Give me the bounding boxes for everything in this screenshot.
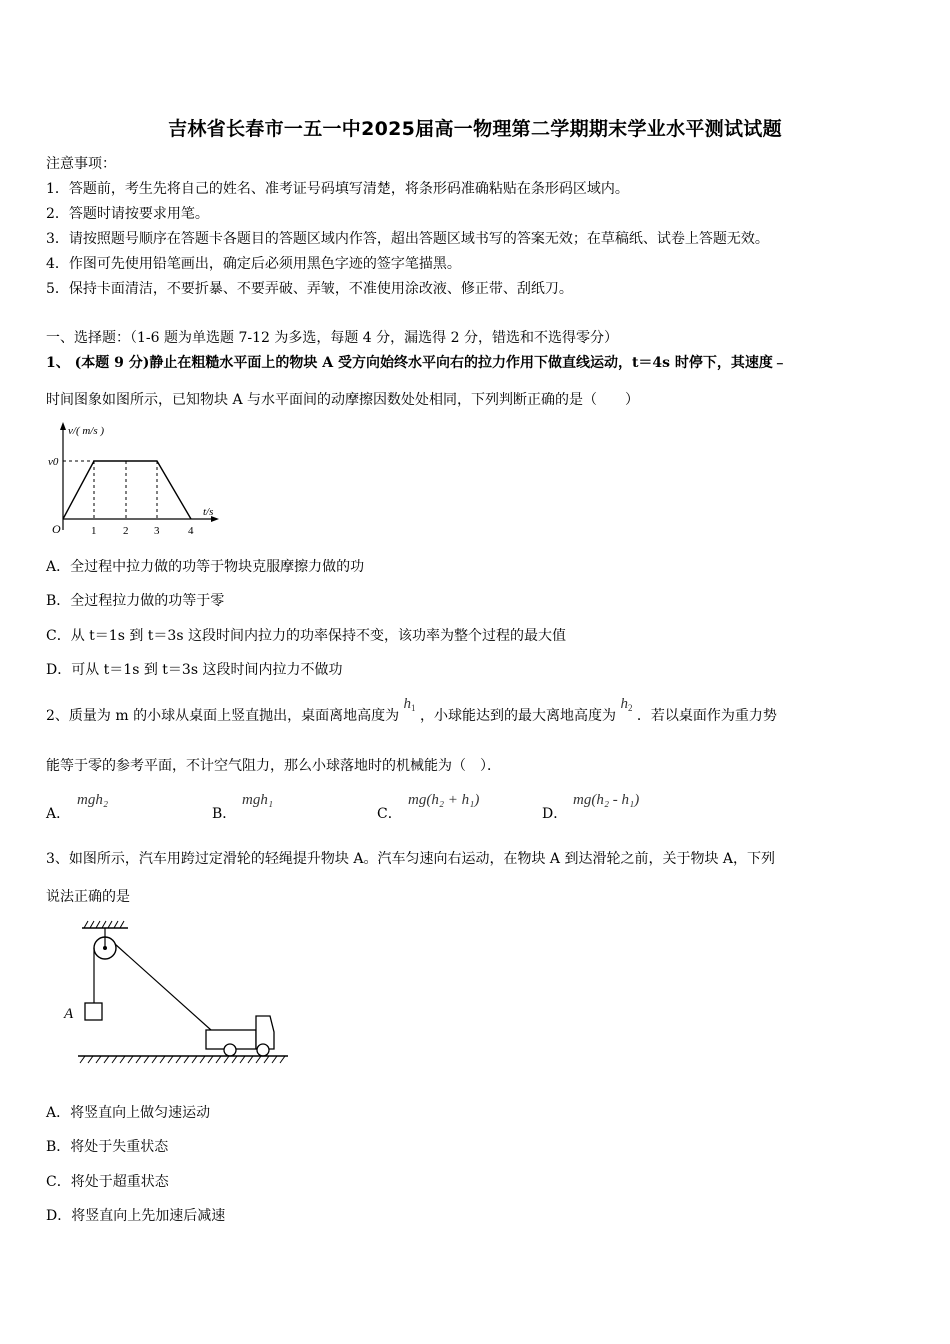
q2-stem-line1 <box>46 696 777 729</box>
block-a-label: A <box>64 1006 74 1022</box>
q1-option-b: B．全过程拉力做的功等于零 <box>46 593 225 609</box>
ground-hatch <box>80 1056 285 1063</box>
q2-h1 <box>404 696 416 712</box>
q2-text-part2: ，小球能达到的最大离地高度为 <box>420 708 616 724</box>
notice-item: 4．作图可先使用铅笔画出，确定后必须用黑色字迹的签字笔描黑。 <box>46 256 461 272</box>
q2-option-d: mg(h₂ - h₁) <box>573 792 640 808</box>
q3-option-b: B．将处于失重状态 <box>46 1139 169 1155</box>
ceiling-hatch <box>84 921 124 928</box>
q2-option-a-letter: A． <box>46 806 71 822</box>
q1-stem-line1: 1、 (本题 9 分)静止在粗糙水平面上的物块 A 受方向始终水平向右的拉力作用下做直线运动，t＝4s 时停下，其速度﹣ <box>46 355 787 371</box>
q3-stem-line1: 3、如图所示，汽车用跨过定滑轮的轻绳提升物块 A。汽车匀速向右运动，在物块 A 到达滑轮之前，关于物块 A，下列 <box>46 851 776 867</box>
h2-symbol: h <box>620 696 628 712</box>
h1-subscript: 1 <box>411 703 416 713</box>
q3-option-a: A．将竖直向上做匀速运动 <box>46 1105 211 1121</box>
notice-item: 1．答题前，考生先将自己的姓名、准考证号码填写清楚，将条形码准确粘贴在条形码区域内。 <box>46 181 629 197</box>
truck-wheel <box>257 1044 269 1056</box>
q2-text-part3: ．若以桌面作为重力势 <box>636 708 777 724</box>
h2-subscript: 2 <box>627 703 633 713</box>
q2-option-d-letter: D． <box>542 806 568 822</box>
q2-option-c: mg(h₂ + h₁) <box>408 792 480 808</box>
velocity-curve <box>63 461 191 519</box>
y-axis-arrow <box>60 422 66 430</box>
section-heading: 一、选择题：（1-6 题为单选题 7-12 为多选，每题 4 分，漏选得 2 分，错选和不选得零分） <box>46 330 618 346</box>
q2-option-b-letter: B． <box>212 806 237 822</box>
h1-symbol: h <box>403 696 412 712</box>
q3-stem-line2: 说法正确的是 <box>46 889 130 905</box>
q3-option-d: D．将竖直向上先加速后减速 <box>46 1208 226 1224</box>
q2-option-b: mgh₁ <box>242 792 274 808</box>
notice-heading: 注意事项： <box>46 156 116 172</box>
notice-item: 3．请按照题号顺序在答题卡各题目的答题区域内作答，超出答题区域书写的答案无效；在草稿纸、试卷上答题无效。 <box>46 231 769 247</box>
q1-option-a: A．全过程中拉力做的功等于物块克服摩擦力做的功 <box>46 559 365 575</box>
q3-option-c: C．将处于超重状态 <box>46 1174 169 1190</box>
q1-stem-line2: 时间图象如图所示，已知物块 A 与水平面间的动摩擦因数处处相同，下列判断正确的是（ ） <box>46 392 640 408</box>
notice-item: 5．保持卡面清洁，不要折暴、不要弄破、弄皱，不准使用涂改液、修正带、刮纸刀。 <box>46 281 573 297</box>
q2-option-a: mgh₂ <box>77 792 109 808</box>
q1-vt-graph <box>46 418 231 543</box>
q3-pulley-figure <box>58 918 298 1068</box>
q2-h2 <box>620 696 632 712</box>
v0-label: v0 <box>48 456 59 468</box>
tick-label: 1 <box>91 525 97 537</box>
rope-slanted <box>115 944 211 1030</box>
q1-option-c: C．从 t＝1s 到 t＝3s 这段时间内拉力的功率保持不变，该功率为整个过程的最大值 <box>46 628 566 644</box>
origin-label: O <box>52 522 61 536</box>
notice-item: 2．答题时请按要求用笔。 <box>46 206 209 222</box>
tick-label: 2 <box>123 525 129 537</box>
tick-label: 3 <box>154 525 160 537</box>
pulley-axle <box>103 946 107 950</box>
q2-option-c-letter: C． <box>377 806 402 822</box>
q2-text-part1: 2、质量为 m 的小球从桌面上竖直抛出，桌面离地高度为 <box>46 708 400 724</box>
truck-wheel <box>224 1044 236 1056</box>
q1-option-d: D．可从 t＝1s 到 t＝3s 这段时间内拉力不做功 <box>46 662 343 678</box>
tick-label: 4 <box>188 525 194 537</box>
page-title: 吉林省长春市一五一中2025届高一物理第二学期期末学业水平测试试题 <box>168 118 782 140</box>
y-axis-label: v/( m/s ) <box>68 425 105 437</box>
block-a <box>85 1003 102 1020</box>
x-axis-label: t/s <box>203 506 214 518</box>
q2-stem-line2: 能等于零的参考平面，不计空气阻力，那么小球落地时的机械能为（ ）． <box>46 758 501 774</box>
